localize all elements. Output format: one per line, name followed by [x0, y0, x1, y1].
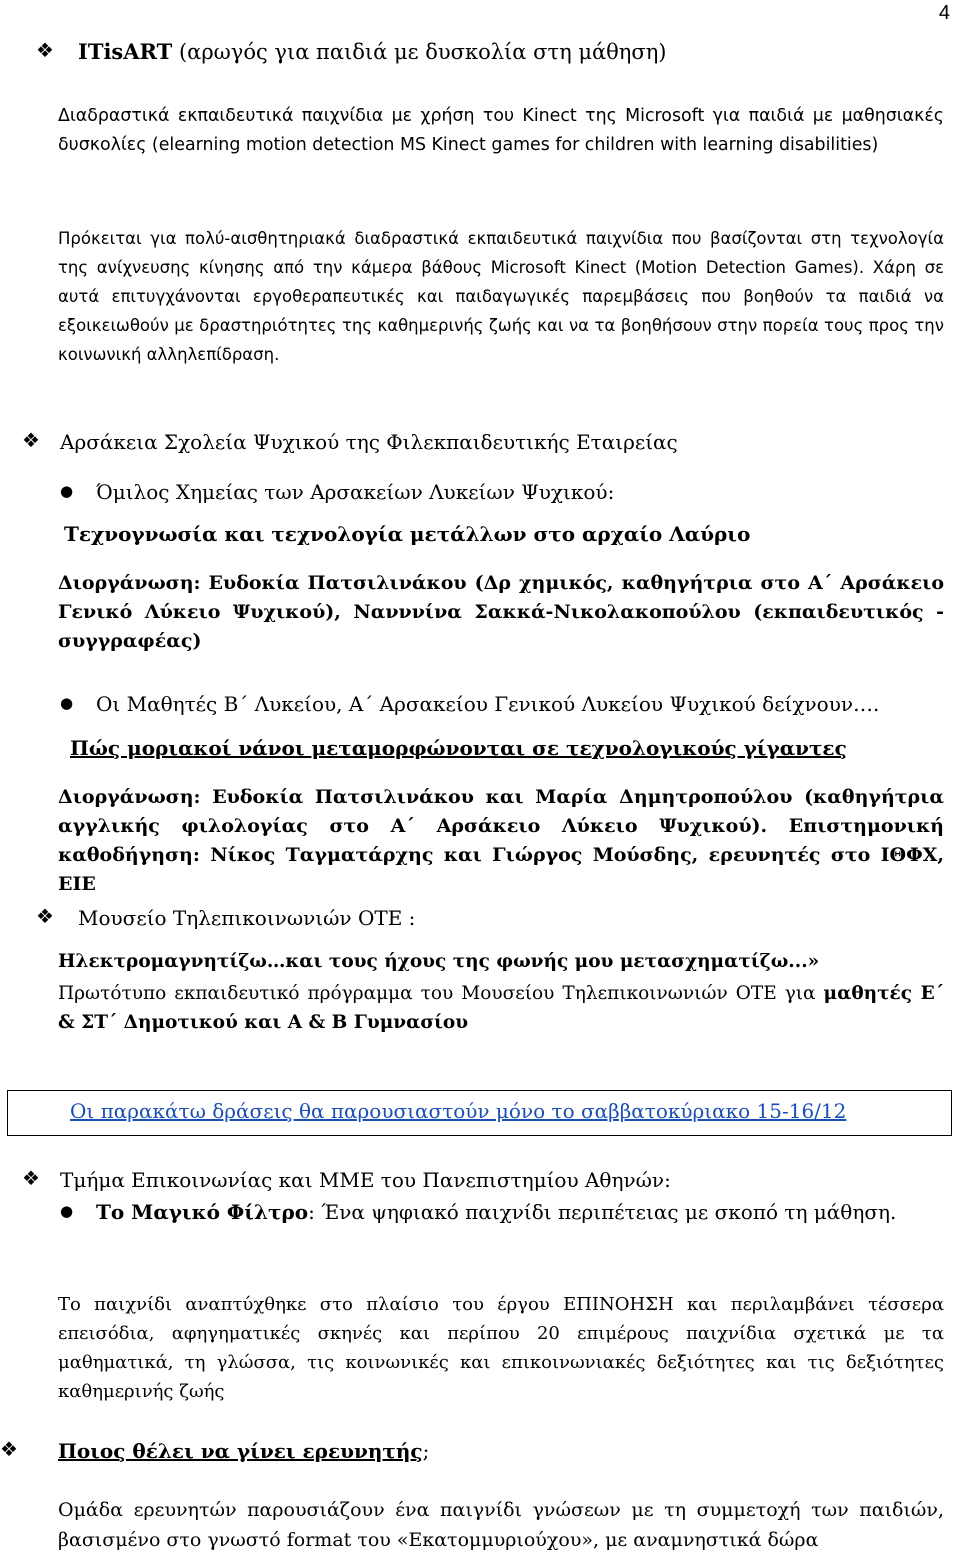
- researcher-title-bold: Ποιος θέλει να γίνει ερευνητής: [58, 1439, 423, 1463]
- section-paragraph: Πρόκειται για πολύ-αισθητηριακά διαδραστικά εκπαιδευτικά παιχνίδια που βασίζονται στη τεχνολογία της ανίχνευσης κίνησης από την κάμερα βάθους Microsoft Kinect (Motion Detection Games). Χάρη σε αυτά επιτυγχάνονται εργοθεραπευτικές και παιδαγωγικές παρεμβάσεις που βοηθούν τα παιδιά να εξοικειωθούν με δραστηριότητες της καθημερινής ζωής και να τα βοηθήσουν στην πορεία τους προς την κοινωνική αλληλεπίδραση.: [58, 229, 944, 364]
- bullet-text-magic-filter: [96, 1196, 944, 1229]
- researcher-title-rest: ;: [422, 1439, 430, 1463]
- bullet-icon: ●: [60, 694, 74, 712]
- ote-program-description: [58, 979, 944, 1037]
- section-description: Διαδραστικά εκπαιδευτικά παιχνίδια με χρήση του Kinect της Microsoft για παιδιά με μαθησιακές δυσκολίες (elearning motion detection MS Kinect games for children with learning disabilities): [58, 106, 944, 155]
- section-title-itisart: [78, 38, 667, 66]
- diamond-bullet-icon: ❖: [36, 904, 54, 928]
- organizers-lavrio: Διοργάνωση: Ευδοκία Πατσιλινάκου (Δρ χημικός, καθηγήτρια στο Α΄ Αρσάκειο Γενικό Λύκειο Ψυχικού), Νανννίνα Σακκά-Νικολακοπούλου (εκπαιδευτικός - συγγραφέας): [58, 572, 944, 652]
- section-title-researcher: [58, 1437, 429, 1465]
- subtitle-lavrio: Τεχνογνωσία και τεχνολογία μετάλλων στο αρχαίο Λαύριο: [64, 522, 751, 546]
- subtitle-molecular-dwarfs: Πώς μοριακοί νάνοι μεταμορφώνονται σε τεχνολογικούς γίγαντες: [70, 736, 847, 760]
- bullet-icon: ●: [60, 1202, 74, 1220]
- section-title-arsakeia: Αρσάκεια Σχολεία Ψυχικού της Φιλεκπαιδευτικής Εταιρείας: [60, 430, 678, 454]
- bullet-text-chemistry-club: Όμιλος Χημείας των Αρσακείων Λυκείων Ψυχικού:: [96, 480, 615, 504]
- ote-description-plain: Πρωτότυπο εκπαιδευτικό πρόγραμμα του Μουσείου Τηλεπικοινωνιών ΟΤΕ για: [58, 983, 824, 1004]
- section-title-ote-museum: Μουσείο Τηλεπικοινωνιών ΟΤΕ :: [78, 906, 416, 930]
- bullet-text-students: Οι Μαθητές Β΄ Λυκείου, Α΄ Αρσακείου Γενικού Λυκείου Ψυχικού δείχνουν….: [96, 692, 880, 716]
- diamond-bullet-icon: ❖: [0, 1437, 18, 1461]
- ote-description-bold: μαθητές Ε΄ & ΣΤ΄ Δημοτικού και Α & Β Γυμνασίου: [58, 983, 944, 1033]
- epinoisi-paragraph: Το παιχνίδι αναπτύχθηκε στο πλαίσιο του έργου ΕΠΙΝΟΗΣΗ και περιλαμβάνει τέσσερα επεισόδια, αφηγηματικές σκηνές και περίπου 20 επιμέρους παιχνίδια σχετικά με τα μαθηματικά, τη γλώσσα, τις κοινωνικές και επικοινωνιακές δεξιότητες και τις δεξιότητες καθημερινής ζωής: [58, 1294, 944, 1402]
- bullet-icon: ●: [60, 482, 74, 500]
- diamond-bullet-icon: ❖: [22, 1166, 40, 1190]
- section-title-bold: ITisART: [78, 39, 173, 64]
- section-title-rest: (αρωγός για παιδιά με δυσκολία στη μάθηση): [172, 40, 667, 64]
- page-number: 4: [938, 2, 950, 24]
- section-title-uoa-media: Τμήμα Επικοινωνίας και ΜΜΕ του Πανεπιστημίου Αθηνών:: [60, 1168, 671, 1192]
- researcher-paragraph: Ομάδα ερευνητών παρουσιάζουν ένα παιγνίδι γνώσεων με τη συμμετοχή των παιδιών, βασισμένο στο γνωστό format του «Εκατομμυριούχου», με αναμνηστικά δώρα: [58, 1499, 944, 1551]
- notice-link[interactable]: Οι παρακάτω δράσεις θα παρουσιαστούν μόνο το σαββατοκύριακο 15-16/12: [70, 1099, 847, 1123]
- organizers-molecular: Διοργάνωση: Ευδοκία Πατσιλινάκου και Μαρία Δημητροπούλου (καθηγήτρια αγγλικής φιλολογίας στο Α΄ Αρσάκειο Λύκειο Ψυχικού). Επιστημονική καθοδήγηση: Νίκος Ταγματάρχης και Γιώργος Μούσδης, ερευνητές στο ΙΘΦΧ, ΕΙΕ: [58, 786, 944, 895]
- subtitle-electromagnetize: Ηλεκτρομαγνητίζω…και τους ήχους της φωνής μου μετασχηματίζω...»: [58, 951, 820, 972]
- magic-filter-rest: : Ένα ψηφιακό παιχνίδι περιπέτειας με σκοπό τη μάθηση.: [308, 1200, 897, 1224]
- magic-filter-title: Το Μαγικό Φίλτρο: [96, 1200, 309, 1224]
- diamond-bullet-icon: ❖: [22, 428, 40, 452]
- diamond-bullet-icon: ❖: [36, 38, 54, 62]
